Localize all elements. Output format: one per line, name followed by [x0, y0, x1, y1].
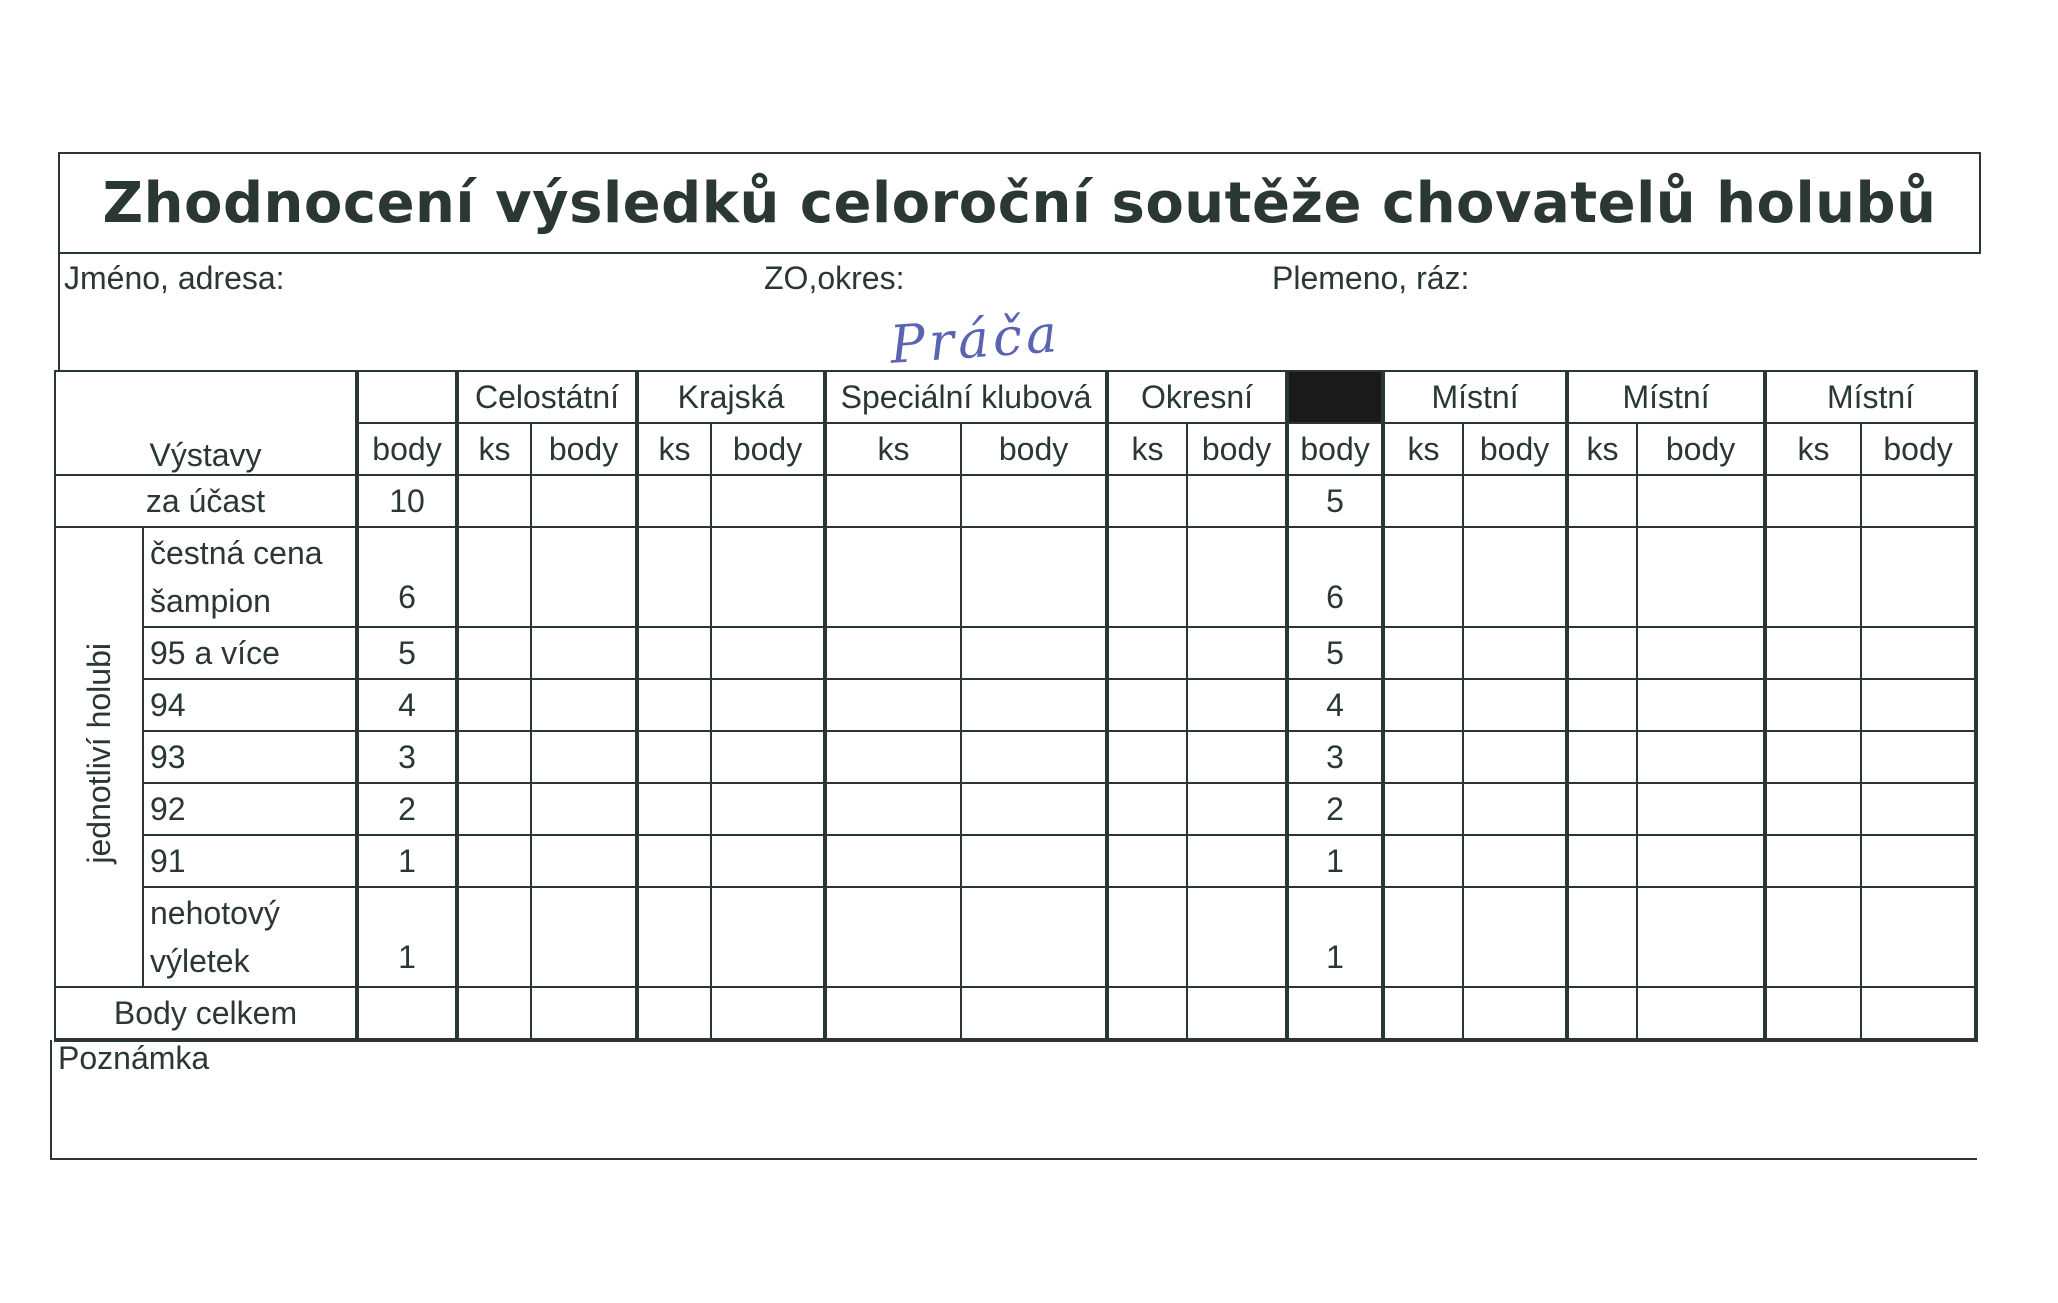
note-label: Poznámka: [58, 1040, 210, 1076]
row-label: 91: [143, 835, 357, 887]
col-body: body: [1861, 423, 1976, 475]
table-row: [55, 627, 1976, 679]
row-points: 3: [357, 731, 457, 783]
shows-label: Výstavy: [149, 437, 262, 473]
name-address-label: Jméno, adresa:: [64, 260, 285, 296]
vertical-group-cell: [55, 527, 143, 987]
row-label: čestná cena šampion: [143, 527, 357, 627]
results-table: [54, 370, 1978, 1042]
col-body: body: [1287, 423, 1383, 475]
col-ks: ks: [1107, 423, 1187, 475]
row-points: 6: [357, 527, 457, 627]
table-row: [55, 887, 1976, 987]
table-row: [55, 731, 1976, 783]
row-points: 2: [357, 783, 457, 835]
row-label: 95 a více: [143, 627, 357, 679]
breed-label: Plemeno, ráz:: [1272, 260, 1470, 296]
group-okresni: Okresní: [1107, 371, 1287, 423]
row-highlight-points: 4: [1287, 679, 1383, 731]
row-label: nehotový výletek: [143, 887, 357, 987]
row-highlight-points: 5: [1287, 627, 1383, 679]
row-points: 5: [357, 627, 457, 679]
shows-header: [55, 371, 357, 475]
vertical-group-label: jednotliví holubi: [80, 642, 117, 864]
col-body: body: [531, 423, 637, 475]
table-row: [55, 783, 1976, 835]
col-ks: ks: [825, 423, 961, 475]
col-body: body: [711, 423, 825, 475]
group-mistni-3: Místní: [1765, 371, 1976, 423]
group-mistni-1: Místní: [1383, 371, 1567, 423]
row-highlight-points: 5: [1287, 475, 1383, 527]
group-header-row: [55, 371, 1976, 423]
col-body: body: [961, 423, 1107, 475]
note-area: [50, 1040, 1977, 1160]
col-ks: ks: [1567, 423, 1637, 475]
col-body: body: [1637, 423, 1765, 475]
table-row: [55, 527, 1976, 627]
row-highlight-points: 1: [1287, 835, 1383, 887]
col-ks: ks: [637, 423, 711, 475]
col-body: body: [1463, 423, 1567, 475]
col-ks: ks: [457, 423, 531, 475]
row-points: 1: [357, 887, 457, 987]
group-mistni-2: Místní: [1567, 371, 1765, 423]
table-row: [55, 679, 1976, 731]
row-label: 92: [143, 783, 357, 835]
group-celostatni: Celostátní: [457, 371, 637, 423]
group-specialni-klubova: Speciální klubová: [825, 371, 1107, 423]
total-label: Body celkem: [55, 987, 357, 1040]
form-title: Zhodnocení výsledků celoroční soutěže chovatelů holubů: [102, 171, 1937, 236]
row-label: 94: [143, 679, 357, 731]
table-row: [55, 835, 1976, 887]
row-label: za účast: [55, 475, 357, 527]
row-points: 10: [357, 475, 457, 527]
row-points: 1: [357, 835, 457, 887]
points-header-empty: [357, 371, 457, 423]
table-row: [55, 475, 1976, 527]
col-ks: ks: [1765, 423, 1861, 475]
handwritten-entry: Práča: [888, 304, 1063, 376]
row-highlight-points: 2: [1287, 783, 1383, 835]
group-blacked-out: [1287, 371, 1383, 423]
col-body: body: [357, 423, 457, 475]
group-krajska: Krajská: [637, 371, 825, 423]
row-highlight-points: 3: [1287, 731, 1383, 783]
row-points: 4: [357, 679, 457, 731]
row-highlight-points: 6: [1287, 527, 1383, 627]
row-label: 93: [143, 731, 357, 783]
total-row: [55, 987, 1976, 1040]
col-ks: ks: [1383, 423, 1463, 475]
title-box: [58, 152, 1981, 252]
col-body: body: [1187, 423, 1287, 475]
row-highlight-points: 1: [1287, 887, 1383, 987]
zo-district-label: ZO,okres:: [764, 260, 905, 296]
